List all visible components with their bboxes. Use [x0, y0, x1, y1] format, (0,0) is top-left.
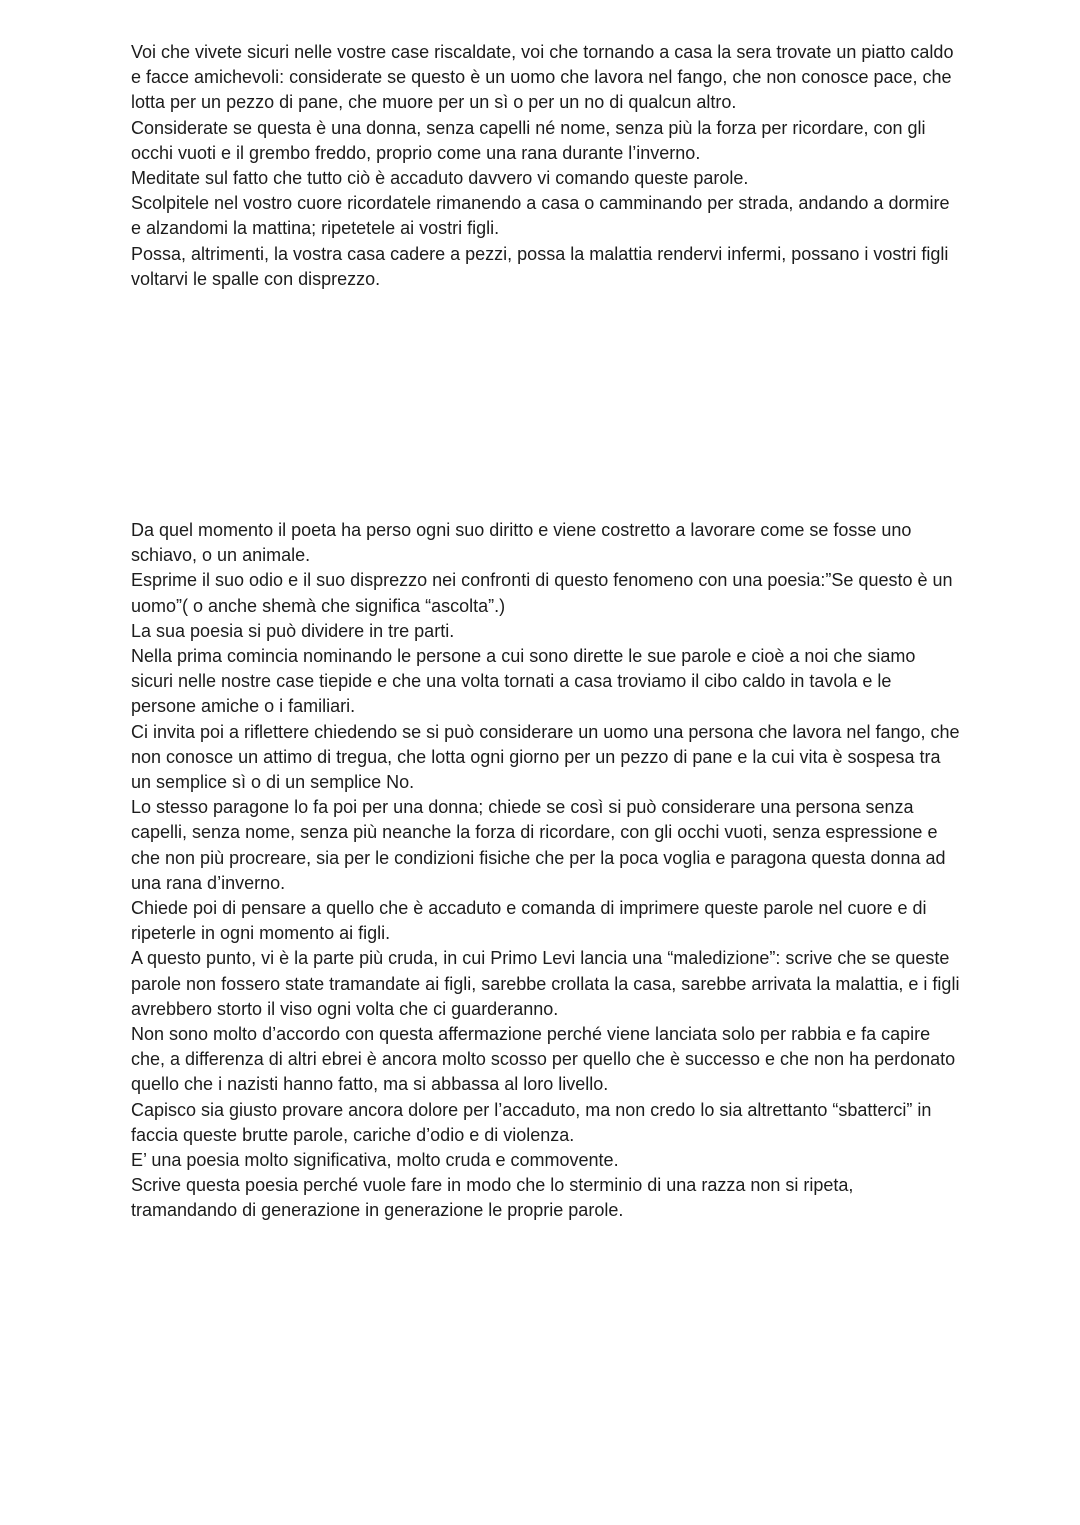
poem-paraphrase-block	[131, 40, 961, 292]
essay-paragraph: Chiede poi di pensare a quello che è accaduto e comanda di imprimere queste parole nel cuore e di ripeterle in ogni momento ai figli.	[131, 898, 927, 944]
essay-paragraph: Da quel momento il poeta ha perso ogni suo diritto e viene costretto a lavorare come se fosse uno schiavo, o un animale.	[131, 520, 912, 566]
essay-paragraph: Nella prima comincia nominando le persone a cui sono dirette le sue parole e cioè a noi che siamo sicuri nelle nostre case tiepide e che una volta tornati a casa troviamo il cibo caldo in tavola e le persone amiche o i familiari.	[131, 646, 916, 717]
essay-paragraph: Non sono molto d’accordo con questa affermazione perché viene lanciata solo per rabbia e fa capire che, a differenza di altri ebrei è ancora molto scosso per quello che è successo e che non ha perdonato quello che i nazisti hanno fatto, ma si abbassa al loro livello.	[131, 1024, 956, 1095]
poem-paragraph: Voi che vivete sicuri nelle vostre case riscaldate, voi che tornando a casa la sera trovate un piatto caldo e facce amichevoli: considerate se questo è un uomo che lavora nel fango, che non conosce pace, che lotta per un pezzo di pane, che muore per un sì o per un no di qualcun altro.	[131, 42, 954, 113]
poem-paragraph: Possa, altrimenti, la vostra casa cadere a pezzi, possa la malattia rendervi infermi, possano i vostri figli voltarvi le spalle con disprezzo.	[131, 243, 949, 289]
essay-analysis-block	[131, 518, 961, 1224]
essay-paragraph: E’ una poesia molto significativa, molto cruda e commovente.	[131, 1150, 619, 1171]
poem-paragraph: Considerate se questa è una donna, senza capelli né nome, senza più la forza per ricordare, con gli occhi vuoti e il grembo freddo, proprio come una rana durante l’inverno.	[131, 117, 926, 163]
essay-paragraph: Lo stesso paragone lo fa poi per una donna; chiede se così si può considerare una persona senza capelli, senza nome, senza più neanche la forza di ricordare, con gli occhi vuoti, senza espressione e che non più procreare, sia per le condizioni fisiche che per la poca voglia e paragona questa donna ad una rana d’inverno.	[131, 797, 946, 893]
essay-paragraph: A questo punto, vi è la parte più cruda, in cui Primo Levi lancia una “maledizione”: scrive che se queste parole non fossero state tramandate ai figli, sarebbe crollata la casa, sarebbe arrivata la malattia, e i figli avrebbero storto il viso ogni volta che ci guarderanno.	[131, 948, 960, 1019]
essay-paragraph: Esprime il suo odio e il suo disprezzo nei confronti di questo fenomeno con una poesia:”Se questo è un uomo”( o anche shemà che significa “ascolta”.)	[131, 570, 953, 616]
essay-paragraph: La sua poesia si può dividere in tre parti.	[131, 620, 455, 641]
poem-paragraph: Scolpitele nel vostro cuore ricordatele rimanendo a casa o camminando per strada, andando a dormire e alzandomi la mattina; ripetetele ai vostri figli.	[131, 193, 950, 239]
poem-paragraph: Meditate sul fatto che tutto ciò è accaduto davvero vi comando queste parole.	[131, 168, 749, 189]
essay-paragraph: Capisco sia giusto provare ancora dolore per l’accaduto, ma non credo lo sia altrettanto “sbatterci” in faccia queste brutte parole, cariche d’odio e di violenza.	[131, 1099, 932, 1145]
essay-paragraph: Scrive questa poesia perché vuole fare in modo che lo sterminio di una razza non si ripeta, tramandando di generazione in generazione le proprie parole.	[131, 1175, 854, 1221]
essay-paragraph: Ci invita poi a riflettere chiedendo se si può considerare un uomo una persona che lavora nel fango, che non conosce un attimo di tregua, che lotta ogni giorno per un pezzo di pane e la cui vita è sospesa tra un semplice sì o di un semplice No.	[131, 721, 960, 793]
